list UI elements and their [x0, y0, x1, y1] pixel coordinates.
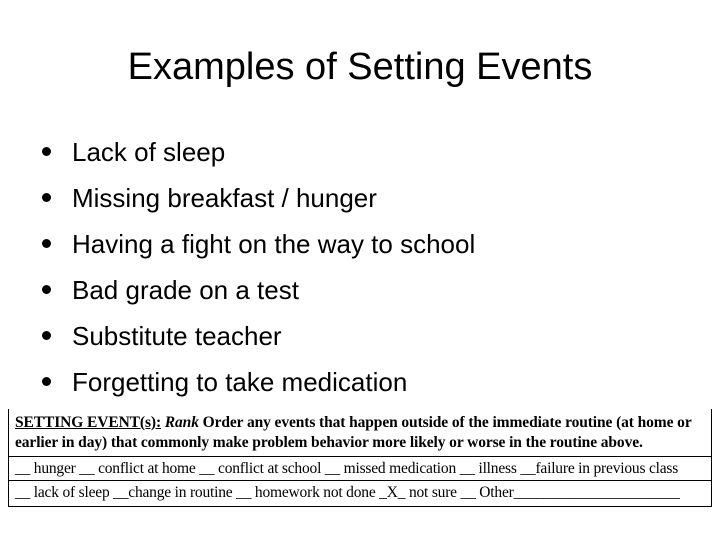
bullet-dot-icon	[42, 377, 51, 386]
setting-event-form-excerpt	[8, 409, 712, 507]
bullet-item	[40, 221, 475, 267]
form-options-row-1: __ hunger __ conflict at home __ conflict at school __ missed medication __ illness __failure in previous class	[9, 457, 711, 481]
setting-events-list	[40, 129, 475, 405]
bullet-text: Bad grade on a test	[72, 275, 299, 305]
bullet-item	[40, 313, 475, 359]
bullet-text: Missing breakfast / hunger	[72, 183, 377, 213]
bullet-item	[40, 129, 475, 175]
bullet-item	[40, 175, 475, 221]
bullet-dot-icon	[42, 239, 51, 248]
bullet-item	[40, 359, 475, 405]
bullet-dot-icon	[42, 193, 51, 202]
bullet-dot-icon	[42, 147, 51, 156]
form-header-rank: Rank	[164, 414, 199, 431]
bullet-item	[40, 267, 475, 313]
bullet-text: Forgetting to take medication	[72, 367, 408, 397]
form-header-line-1	[15, 413, 705, 433]
slide-title: Examples of Setting Events	[127, 46, 593, 88]
bullet-dot-icon	[42, 285, 51, 294]
form-header-lead: SETTING EVENT(s):	[15, 414, 162, 431]
form-header-line-2: earlier in day) that commonly make problem behavior more likely or worse in the routine above.	[15, 434, 643, 451]
bullet-text: Having a fight on the way to school	[72, 229, 476, 259]
form-header	[9, 409, 711, 457]
bullet-text: Lack of sleep	[72, 137, 226, 167]
bullet-text: Substitute teacher	[72, 321, 282, 351]
form-options-row-2: __ lack of sleep __change in routine __ homework not done _X_ not sure __ Other______________________	[15, 484, 680, 501]
bullet-dot-icon	[42, 331, 51, 340]
form-header-line-1-text: Order any events that happen outside of the immediate routine (at home or	[202, 414, 692, 431]
